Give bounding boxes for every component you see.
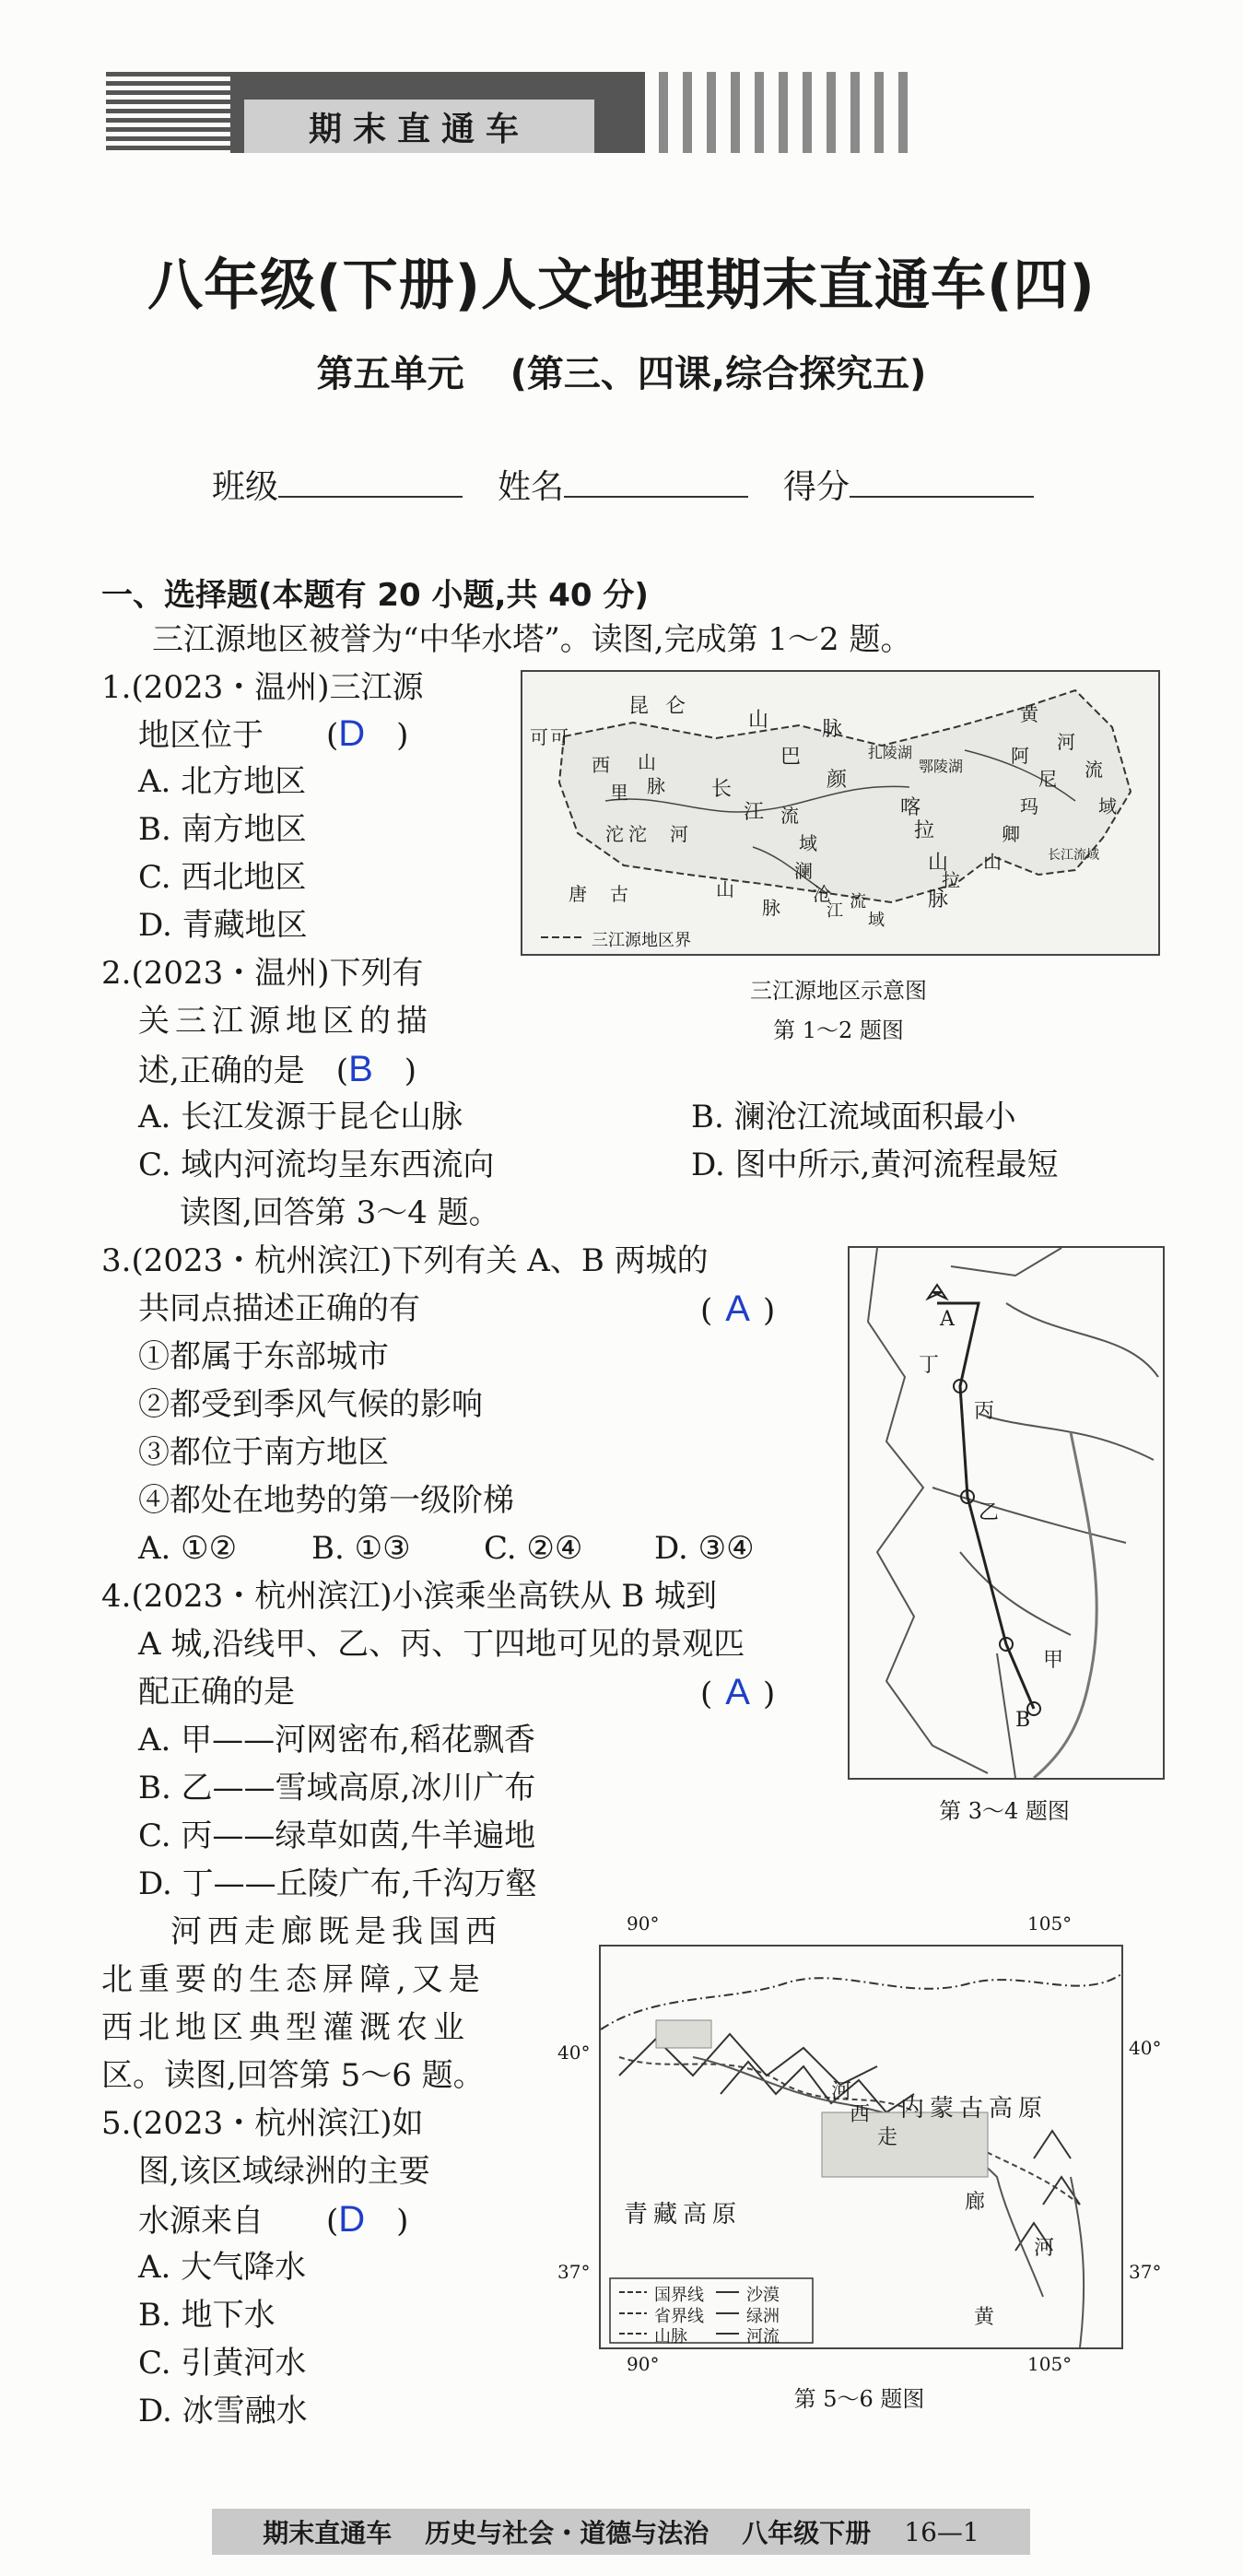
map1-label: 拉 <box>914 819 935 842</box>
map1-label: 里 <box>610 782 628 804</box>
map1-label: 山 <box>928 852 949 875</box>
map1-label: 域 <box>1098 795 1117 817</box>
map1-label: 长 <box>711 778 733 801</box>
q2-stem-3: 述,正确的是 (B ) <box>138 1049 417 1089</box>
map1-label: 阿 <box>1011 745 1029 767</box>
q1-option-a: A. 北方地区 <box>138 763 307 800</box>
map1-label: 可 <box>550 726 569 748</box>
map3-lon-bottom-90: 90° <box>627 2353 660 2375</box>
q3-option-c: C. ②④ <box>484 1530 583 1567</box>
page-title: 八年级(下册)人文地理期末直通车(四) <box>147 253 1096 318</box>
map1-label: 脉 <box>762 897 780 919</box>
map-sanjiangyuan <box>521 670 1160 956</box>
map2-figure-label: 第 3～4 题图 <box>939 1798 1070 1824</box>
map1-label: 河 <box>1057 731 1075 753</box>
q3-stem-1: 3.(2023・杭州滨江)下列有关 A、B 两城的 <box>101 1242 709 1279</box>
map-rail-route <box>848 1246 1165 1780</box>
map3-legend-oasis: 绿洲 <box>746 2307 780 2326</box>
header-banner-label: 期末直通车 <box>244 100 594 153</box>
intro-5-6-line2: 北重要的生态屏障,又是 <box>101 1961 486 1998</box>
map1-label: 颜 <box>827 769 848 792</box>
map1-label: 流 <box>850 892 866 912</box>
q2-stem-1: 2.(2023・温州)下列有 <box>101 955 424 992</box>
map1-label: 澜 <box>794 860 813 882</box>
intro-3-4: 读图,回答第 3～4 题。 <box>180 1194 500 1231</box>
q5-option-d: D. 冰雪融水 <box>138 2393 308 2429</box>
map1-label: 唐 <box>569 883 587 905</box>
q3-stem-2: 共同点描述正确的有 <box>138 1290 420 1327</box>
map3-legend-border: 国界线 <box>654 2286 704 2305</box>
header-stripes <box>106 72 230 153</box>
map1-caption: 三江源地区示意图 <box>750 978 927 1004</box>
map1-label: 西 <box>592 754 610 776</box>
map1-label: 域 <box>799 832 817 854</box>
intro-1-2: 三江源地区被誉为“中华水塔”。读图,完成第 1～2 题。 <box>152 621 912 658</box>
q3-item-3: ③都位于南方地区 <box>138 1434 389 1471</box>
map3-lat-right-37: 37° <box>1129 2261 1162 2283</box>
map1-label: 尼 <box>1038 768 1057 790</box>
map3-label-xi: 西 <box>850 2103 871 2126</box>
map3-lat-right-40: 40° <box>1129 2037 1162 2059</box>
map1-label: 脉 <box>928 888 949 912</box>
q2-option-d: D. 图中所示,黄河流程最短 <box>691 1147 1059 1183</box>
map3-label-qz: 青藏高原 <box>624 2201 743 2229</box>
map2-label-ding: 丁 <box>919 1354 940 1377</box>
q2-option-b: B. 澜沧江流域面积最小 <box>691 1099 1016 1135</box>
q1-option-b: B. 南方地区 <box>138 811 307 848</box>
map3-label-he: 河 <box>831 2080 852 2103</box>
map1-label: 拉 <box>942 869 960 891</box>
map2-label-b: B <box>1015 1709 1031 1732</box>
q4-option-d: D. 丁——丘陵广布,千沟万壑 <box>138 1865 537 1902</box>
q4-option-a: A. 甲——河网密布,稻花飘香 <box>138 1722 535 1759</box>
map2-label-a: A <box>940 1308 955 1331</box>
subtitle-unit: 第五单元 <box>316 353 464 395</box>
map1-label: 玛 <box>1020 795 1038 817</box>
class-label: 班级 <box>212 468 279 506</box>
map1-label: 山 <box>716 878 734 900</box>
map3-lat-left-37: 37° <box>557 2261 591 2283</box>
map1-label: 古 <box>610 883 628 905</box>
map-hexi-corridor <box>599 1945 1123 2349</box>
q1-option-c: C. 西北地区 <box>138 859 307 896</box>
q3-item-4: ④都处在地势的第一级阶梯 <box>138 1482 514 1519</box>
footer-subject: 历史与社会・道德与法治 <box>425 2518 709 2548</box>
q4-option-b: B. 乙——雪域高原,冰川广布 <box>138 1770 536 1806</box>
map3-label-lang: 廊 <box>965 2191 986 2214</box>
q4-answer: A <box>725 1672 750 1712</box>
intro-5-6-line4: 区。读图,回答第 5～6 题。 <box>101 2057 485 2094</box>
map2-label-bing: 丙 <box>974 1400 995 1423</box>
q3-option-b: B. ①③ <box>311 1530 411 1567</box>
score-label: 得分 <box>783 468 850 506</box>
q4-answer-paren: ( A ) <box>700 1672 776 1712</box>
map3-legend-desert: 沙漠 <box>746 2286 780 2305</box>
map3-label-zou: 走 <box>877 2126 898 2149</box>
score-field[interactable] <box>783 461 1034 508</box>
map-rail-route-svg <box>850 1248 1163 1778</box>
map1-label: 流 <box>780 805 799 827</box>
map1-label: 江 <box>744 801 765 824</box>
map1-label: 江 <box>827 901 843 921</box>
q3-item-1: ①都属于东部城市 <box>138 1338 389 1375</box>
map1-label: 喀 <box>900 796 921 819</box>
header-vertical-bars <box>659 72 908 153</box>
q5-stem-3: 水源来自 (D ) <box>138 2199 409 2240</box>
q3-option-d: D. ③④ <box>654 1530 755 1567</box>
map3-lon-bottom-105: 105° <box>1027 2353 1073 2375</box>
map3-label-nmg: 内蒙古高原 <box>900 2095 1049 2123</box>
map1-label: 域 <box>868 911 885 930</box>
q4-option-c: C. 丙——绿草如茵,牛羊遍地 <box>138 1817 536 1854</box>
map1-label: 脉 <box>647 775 665 797</box>
q5-option-c: C. 引黄河水 <box>138 2345 307 2382</box>
map1-label: 仑 <box>665 695 686 718</box>
q2-answer: B <box>348 1049 373 1089</box>
q5-stem-1: 5.(2023・杭州滨江)如 <box>101 2105 424 2142</box>
q3-answer: A <box>725 1288 750 1329</box>
map1-label: 鄂陵湖 <box>919 758 964 775</box>
q2-option-a: A. 长江发源于昆仑山脉 <box>138 1099 463 1135</box>
q3-item-2: ②都受到季风气候的影响 <box>138 1386 483 1423</box>
q2-stem-2: 关三江源地区的描 <box>138 1003 433 1040</box>
q1-answer: D <box>338 713 366 754</box>
map3-legend-province: 省界线 <box>654 2307 704 2326</box>
map3-legend-river: 河流 <box>746 2327 780 2347</box>
map1-label: 扎陵湖 <box>868 744 913 761</box>
map3-label-river: 河 <box>1034 2237 1055 2260</box>
footer-series: 期末直通车 <box>263 2518 393 2548</box>
page-footer <box>212 2509 1030 2555</box>
map1-label: 巴 <box>780 746 802 769</box>
q5-stem-2: 图,该区域绿洲的主要 <box>138 2153 430 2190</box>
q5-option-a: A. 大气降水 <box>138 2249 307 2286</box>
class-field[interactable] <box>212 461 463 508</box>
map3-legend-mountain: 山脉 <box>654 2327 687 2347</box>
q3-option-a: A. ①② <box>138 1530 238 1567</box>
map1-label: 山 <box>748 709 769 732</box>
name-field[interactable] <box>498 461 748 508</box>
name-label: 姓名 <box>498 468 565 506</box>
footer-page-number: 16—1 <box>904 2516 979 2547</box>
map1-figure-label: 第 1～2 题图 <box>773 1017 904 1043</box>
map1-label: 黄 <box>1020 703 1038 725</box>
subtitle-lessons: (第三、四课,综合探究五) <box>510 353 927 395</box>
map1-label: 长江流域 <box>1048 848 1099 863</box>
map1-label: 山 <box>983 851 1002 873</box>
map3-figure-label: 第 5～6 题图 <box>793 2386 925 2412</box>
map1-label: 沱 <box>628 823 647 845</box>
map1-label: 可 <box>530 726 548 748</box>
map1-label: 卿 <box>1002 823 1020 845</box>
map3-lon-top-105: 105° <box>1027 1912 1073 1935</box>
map1-label: 沧 <box>813 883 831 905</box>
q4-stem-2: A 城,沿线甲、乙、丙、丁四地可见的景观匹 <box>138 1626 745 1663</box>
map1-label: 流 <box>1085 759 1103 781</box>
q5-answer: D <box>338 2199 366 2240</box>
q4-stem-3: 配正确的是 <box>138 1674 295 1711</box>
q4-stem-1: 4.(2023・杭州滨江)小滨乘坐高铁从 B 城到 <box>101 1578 718 1615</box>
map3-lon-top-90: 90° <box>627 1912 660 1935</box>
map1-label: 河 <box>670 823 688 845</box>
map1-label: 沱 <box>605 823 624 845</box>
map3-label-huang: 黄 <box>974 2306 995 2329</box>
q5-option-b: B. 地下水 <box>138 2297 276 2334</box>
q1-stem-1: 1.(2023・温州)三江源 <box>101 669 424 706</box>
map1-label: 脉 <box>822 718 843 741</box>
section-heading: 一、选择题(本题有 20 小题,共 40 分) <box>101 577 649 614</box>
q1-stem-2: 地区位于 (D ) <box>138 713 409 754</box>
map3-lat-left-40: 40° <box>557 2041 591 2064</box>
map1-label: 昆 <box>628 695 650 718</box>
map2-label-yi: 乙 <box>979 1501 1000 1524</box>
q1-option-d: D. 青藏地区 <box>138 907 308 944</box>
footer-grade: 八年级下册 <box>742 2518 872 2548</box>
map1-legend: 三江源地区界 <box>592 931 691 950</box>
intro-5-6-line3: 西北地区典型灌溉农业 <box>101 2009 470 2046</box>
map1-label: 山 <box>638 751 656 773</box>
page-subtitle <box>0 345 1243 397</box>
q3-answer-paren: ( A ) <box>700 1288 776 1329</box>
q2-option-c: C. 域内河流均呈东西流向 <box>138 1147 495 1183</box>
intro-5-6-line1: 河西走廊既是我国西 <box>170 1913 502 1950</box>
map2-label-jia: 甲 <box>1043 1649 1064 1672</box>
